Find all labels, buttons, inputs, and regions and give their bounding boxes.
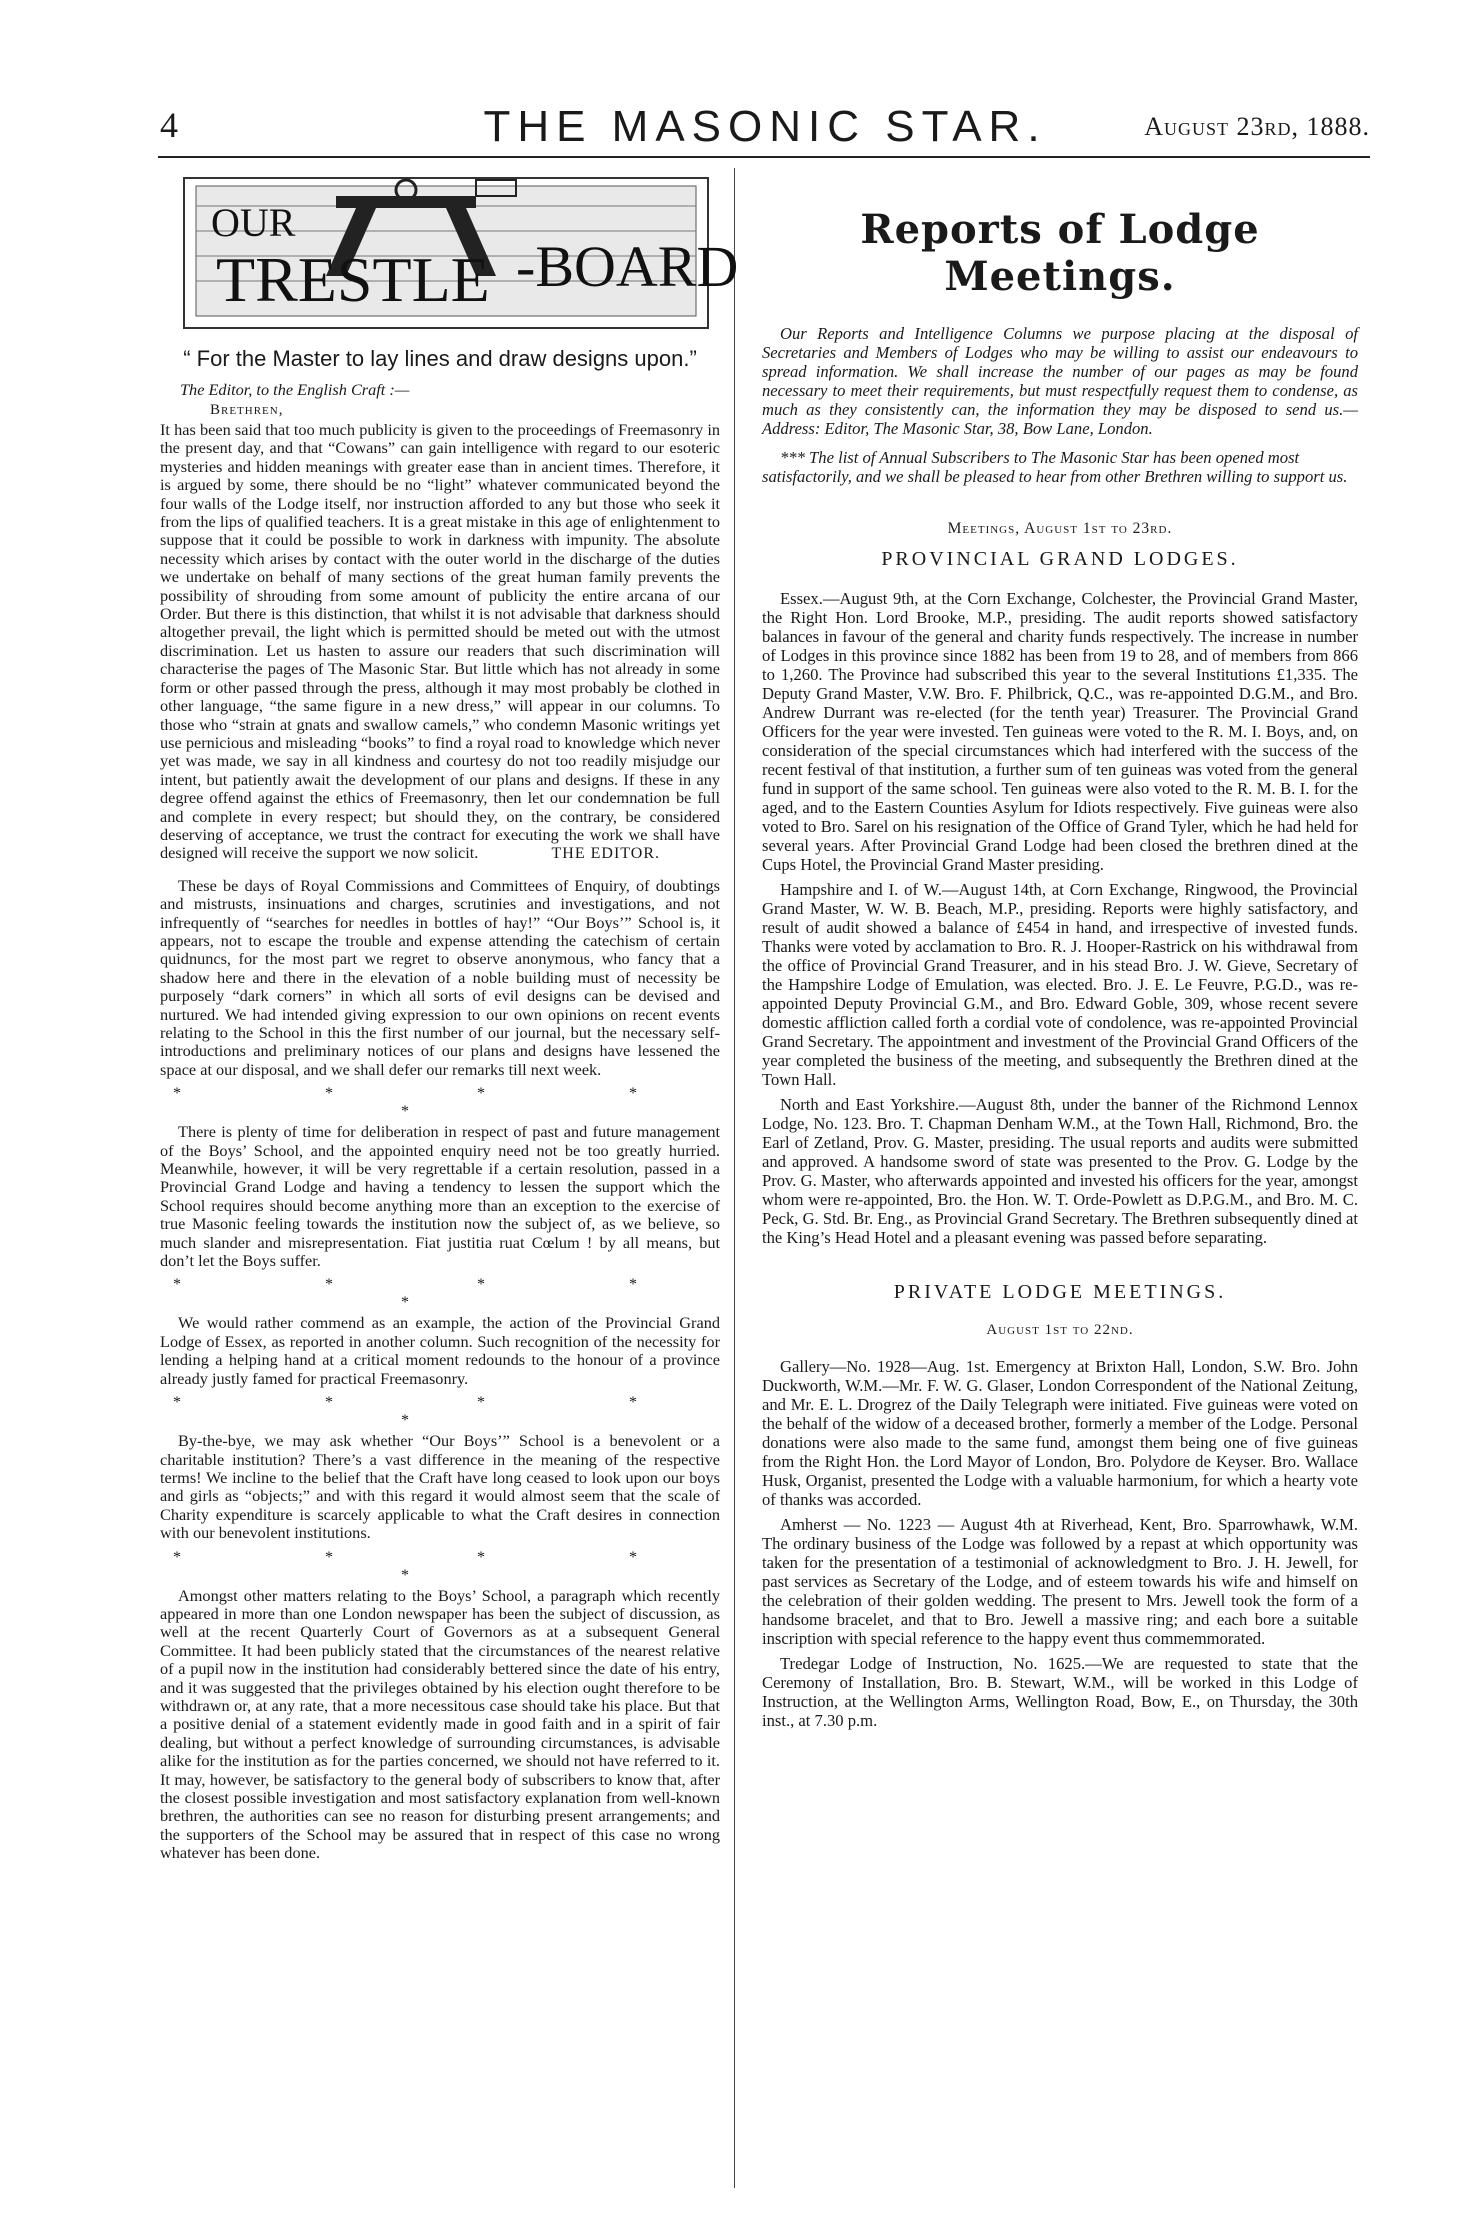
report-yorkshire: North and East Yorkshire.—August 8th, under the banner of the Richmond Lennox Lodge, No. 123. Bro. T. Chapman Denham W.M., at the Town Hall, Richmond, Bro. the Earl of Zetland, Prov. G. Master, presiding. The usual reports and audits were submitted and approved. A handsome sword of state was presented to the Prov. G. Lodge by the Prov. G. Master, who afterwards appointed and invested his officers for the year, amongst whom were re-appointed, Bro. the Hon. W. T. Orde-Powlett as D.P.G.M., and Bro. M. C. Peck, G. Std. Br. Eng., as Provincial Grand Secretary. The Brethren subsequently dined at the King’s Head Hotel and a pleasant evening was passed before separating. (762, 1095, 1358, 1247)
section-divider: * * * * * (173, 1548, 707, 1584)
page-number: 4 (160, 105, 178, 145)
report-tredegar: Tredegar Lodge of Instruction, No. 1625.—We are requested to state that the Ceremony of Installation, Bro. B. Stewart, W.M., will be worked in this Lodge of Instruction, at the Wellington Arms, Wellington Road, Bow, E., on Thursday, the 30th inst., at 7.30 p.m. (762, 1654, 1358, 1730)
editor-signature: THE EDITOR. (551, 844, 660, 862)
svg-text:TRESTLE: TRESTLE (216, 244, 490, 315)
section-divider: * * * * * (173, 1276, 707, 1312)
left-column (160, 176, 739, 1869)
private-heading: PRIVATE LODGE MEETINGS. (893, 1281, 1227, 1303)
editorial-salutation: The Editor, to the English Craft :— (180, 380, 410, 399)
header-rule (158, 156, 1370, 158)
section-divider: * * * * * (173, 1085, 707, 1121)
svg-text:OUR: OUR (211, 200, 296, 245)
paragraph-benevolent: By-the-bye, we may ask whether “Our Boys’” School is a benevolent or a charitable institution? There’s a vast difference in the meaning of the respective terms! We incline to the belief that the Craft have long ceased to look upon our boys and girls as “objects;” and with this regard it would almost seem that the scale of Charity expenditure is scarcely applicable to what the Craft desires in connection with our benevolent institutions. (160, 1431, 720, 1543)
report-gallery: Gallery—No. 1928—Aug. 1st. Emergency at Brixton Hall, London, S.W. Bro. John Duckworth, W.M.—Mr. F. W. G. Glaser, London Correspondent of the National Zeitung, and Mr. E. L. Drogrez of the Daily Telegraph were initiated. Five guineas were voted on the behalf of the widow of a deceased brother, formerly a member of the Lodge. Personal donations were also made to the same fund, amongst them being one of five guineas from the Right Hon. the Lord Mayor of London, Bro. Polydore de Keyser. Bro. Wallace Husk, Organist, presented the Lodge with a valuable harmonium, for which a hearty vote of thanks was accorded. (762, 1357, 1358, 1509)
section-divider: * * * * * (173, 1394, 707, 1430)
right-column (762, 200, 1358, 1736)
page-header (160, 104, 1370, 152)
masthead: THE MASONIC STAR. (483, 102, 1047, 151)
issue-date: August 23rd, 1888. (1144, 112, 1370, 141)
column-rule (734, 168, 735, 2188)
reports-intro: Our Reports and Intelligence Columns we purpose placing at the disposal of Secretaries and Members of Lodges who may be willing to assist our endeavours to spread information. We shall increase the number of our pages as may be found necessary to meet their requirements, but must respectfully request them to condense, as much as they consistently can, the information they may be disposed to send us.—Address: Editor, The Masonic Star, 38, Bow Lane, London. (762, 324, 1358, 438)
subscribers-note: *** The list of Annual Subscribers to The Masonic Star has been opened most satisfactorily, and we shall be pleased to hear from other Brethren willing to support us. (762, 448, 1348, 486)
report-hampshire: Hampshire and I. of W.—August 14th, at Corn Exchange, Ringwood, the Provincial Grand Master, W. W. B. Beach, M.P., presiding. Reports were highly satisfactory, and result of audit showed a balance of £454 in hand, and irrespective of invested funds. Thanks were voted by acclamation to Bro. R. J. Hooper-Rastrick on his withdrawal from the office of Provincial Grand Treasurer, and in his stead Bro. J. W. Gieve, Secretary of the Hampshire Lodge of Emulation, was elected. Bro. J. E. Le Feuvre, P.G.D., was re-appointed Deputy Provincial G.M., and Bro. Edward Goble, 309, whose recent severe domestic affliction called forth a cordial vote of condolence, was re-appointed Provincial Grand Secretary. The appointment and investment of the Provincial Grand Officers of the year completed the business of the meeting, and subsequently the Brethren dined at the Town Hall. (762, 880, 1358, 1089)
svg-text:-BOARD: -BOARD (516, 234, 739, 299)
paragraph-commissions: These be days of Royal Commissions and Committees of Enquiry, of doubtings and mistrusts, insinuations and charges, scrutinies and investigations, and not infrequently of “searches for needles in bottles of hay!” “Our Boys’” School is, it appears, not to escape the trouble and expense attending the catechism of certain quidnuncs, for the most part we regret to observe anonymous, who fancy that a shadow here and there in the elevation of a noble building must of necessity be purposely “dark corners” in which all sorts of evil designs can be devised and nurtured. We had intended giving expression to our own opinions on recent events relating to the School in this the first number of our journal, but the necessary self-introductions and preliminary notices of our plans and designs have lessened the space at our disposal, and we shall defer our remarks till next week. (160, 875, 720, 1079)
report-amherst: Amherst — No. 1223 — August 4th at Riverhead, Kent, Bro. Sparrowhawk, W.M. The ordinary business of the Lodge was followed by a repast at which opportunity was taken for the presentation of a testimonial of acknowledgment to Bro. J. H. Jewell, for past services as Secretary of the Lodge, and of esteem towards his wife and himself on the celebration of their golden wedding. The present to Mrs. Jewell took the form of a handsome bracelet, and that to Bro. Jewell a massive ring; and each bore a suitable inscription with special reference to the happy event thus commemmorated. (762, 1515, 1358, 1648)
paragraph-deliberation: There is plenty of time for deliberation in respect of past and future management of the Boys’ School, and the appointed enquiry need not be too greatly hurried. Meanwhile, however, it will be very regrettable if a certain resolution, passed in a Provincial Grand Lodge and having a tendency to lessen the support which the School requires should become anything more than an exception to the exercise of true Masonic feeling towards the institution now the subject of, as we believe, so much slander and misrepresentation. Fiat justitia ruat Cœlum ! by all means, but don’t let the Boys suffer. (160, 1122, 720, 1271)
editorial-brethren: Brethren, (210, 402, 284, 418)
reports-title: Reports of Lodge Meetings. (860, 206, 1260, 300)
paragraph-essex-example: We would rather commend as an example, the action of the Provincial Grand Lodge of Essex, as reported in another column. Such recognition of the necessity for lending a helping hand at a critical moment redounds to the honour of a province already justly famed for practical Freemasonry. (160, 1313, 720, 1388)
banner-motto: “ For the Master to lay lines and draw designs upon.” (183, 346, 697, 371)
report-essex: Essex.—August 9th, at the Corn Exchange, Colchester, the Provincial Grand Master, the Right Hon. Lord Brooke, M.P., presiding. The audit reports showed satisfactory balances in favour of the general and charity funds respectively. The increase in number of Lodges in this province since 1882 has been from 19 to 28, and of members from 866 to 1,260. The Province had subscribed this year to the several Institutions £1,335. The Deputy Grand Master, V.W. Bro. F. Philbrick, Q.C., was re-appointed D.G.M., and Bro. Andrew Durrant was re-elected (for the tenth year) Treasurer. The Provincial Grand Officers for the year were invested. Ten guineas were voted to the R. M. I. Boys, and, on consideration of the special circumstances which had interfered with the success of the recent festival of that institution, a further sum of ten guineas was voted from the general fund in support of the same school. Ten guineas were also voted to the R. M. B. I. for the aged, and to the Eastern Counties Asylum for Idiots respectively. Five guineas were also voted to Bro. Sarel on his resignation of the Office of Grand Tyler, which he had held for several years. After Provincial Grand Lodge had been closed the brethren dined at the Cups Hotel, the Provincial Grand Master presiding. (762, 589, 1358, 874)
private-date: August 1st to 22nd. (986, 1322, 1134, 1338)
trestle-board-banner (176, 176, 739, 336)
paragraph-boys-school: Amongst other matters relating to the Boys’ School, a paragraph which recently appeared in more than one London newspaper has been the subject of discussion, as well at the recent Quarterly Court of Governors as at a subsequent General Committee. It had been publicly stated that the circumstances of the nearest relative of a pupil now in the institution had considerably bettered since the date of his entry, and it was suggested that the privileges obtained by his election ought therefore to be withdrawn or, at any rate, that a more necessitous case should take his place. But that a positive denial of a statement evidently made in good faith and in a spirit of fair dealing, but without a perfect knowledge of surrounding circumstances, is advisable alike for the institution as for the parties concerned, we should not have referred to it. It may, however, be satisfactory to the general body of subscribers to know that, after the closest possible investigation and most satisfactory explanation from well-known brethren, the authorities can see no reason for disturbing present arrangements; and the supporters of the School may be assured that in respect of this case no wrong whatever has been done. (160, 1585, 720, 1863)
trestle-board-illustration (176, 176, 739, 336)
meetings-heading: Meetings, August 1st to 23rd. (947, 520, 1173, 537)
provincial-heading: PROVINCIAL GRAND LODGES. (881, 548, 1239, 570)
editorial-body: It has been said that too much publicity is given to the proceedings of Freemasonry in the present day, and that “Cowans” can gain intelligence with regard to our esoteric mysteries and hidden meanings with greater ease than in ancient times. Therefore, it is argued by some, there should be no “light” whatever communicated beyond the four walls of the Lodge itself, nor instruction afforded to any but those who seek it from the lips of qualified teachers. It is a great mistake in this age of enlightenment to suppose that it could be possible to work in darkness with impunity. The absolute necessity which arises by contact with the outer world in the discharge of the duties we undertake on behalf of many sections of the great human family prevents the possibility of shrouding from some amount of publicity the entire arcana of our Order. But there is this distinction, that whilst it is not advisable that darkness should altogether prevail, the light which is permitted should be meted out with the utmost discrimination. Let us hasten to assure our readers that such discrimination will characterise the pages of The Masonic Star. But little which has not already in some form or other passed through the press, although it may most probably be clothed in other language, “the same figure in a new dress,” will appear in our columns. To those who “strain at gnats and swallow camels,” who condemn Masonic writings yet use pernicious and misleading “books” to find a royal road to knowledge which never yet was made, we say in all kindness and courtesy do not too readily misjudge our intent, but patiently await the development of our plans and designs. If these in any degree offend against the ethics of Freemasonry, then let our condemnation be full and complete in every respect; but should they, on the contrary, be considered deserving of acceptance, we trust the contract for executing the work we shall have designed will receive the support we now solicit. (160, 420, 720, 863)
